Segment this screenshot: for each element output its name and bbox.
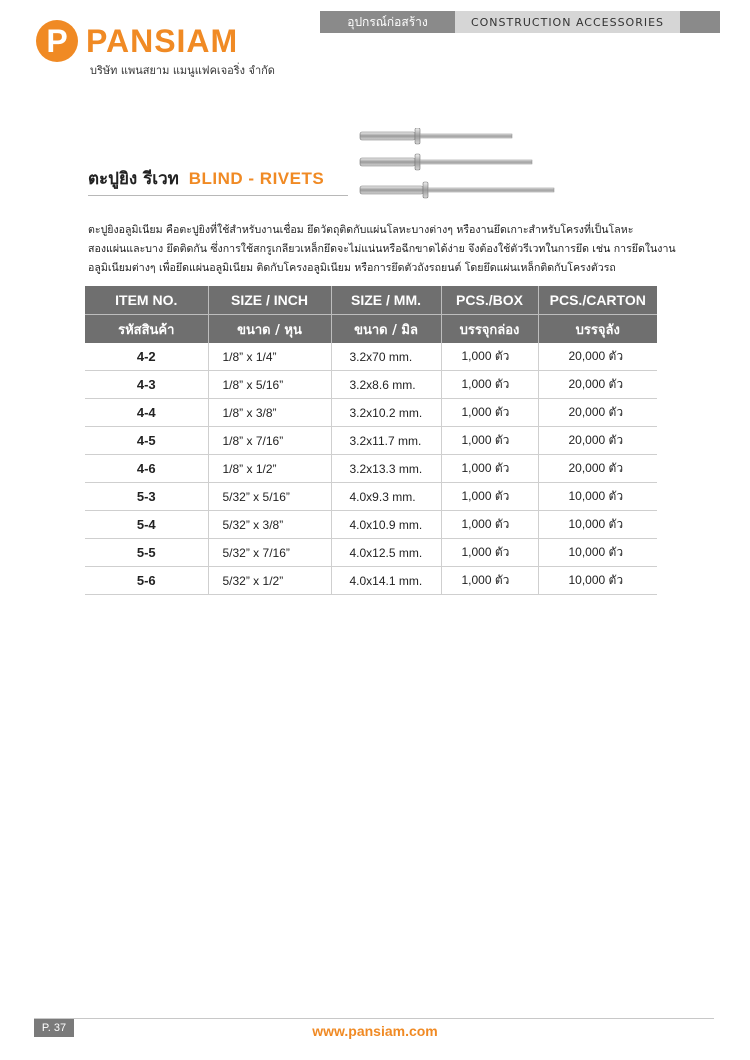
table-row [85, 399, 657, 427]
cell-pcs-carton: 10,000 ตัว [538, 539, 657, 567]
rivet-icon [360, 182, 554, 198]
table-row [85, 427, 657, 455]
column-header-size-mm: SIZE / MM. [331, 286, 441, 315]
table-row [85, 539, 657, 567]
description-line: อลูมิเนียมต่างๆ เพื่อยึดแผ่นอลูมิเนียม ติดกับโครงอลูมิเนียม หรือการยึดตัวถังรถยนต์ โดยยึดแผ่นเหล็กติดกับโครงตัวรถ [88, 262, 616, 274]
cell-pcs-box: 1,000 ตัว [441, 511, 538, 539]
cell-item: 4-6 [85, 455, 208, 483]
table-row [85, 567, 657, 595]
cell-pcs-carton: 20,000 ตัว [538, 427, 657, 455]
cell-item: 5-4 [85, 511, 208, 539]
title-english: BLIND - RIVETS [188, 169, 325, 188]
cell-size-mm: 3.2x11.7 mm. [331, 427, 441, 455]
cell-item: 5-3 [85, 483, 208, 511]
cell-size-inch: 5/32” x 3/8” [208, 511, 331, 539]
page-title [88, 165, 324, 192]
cell-size-mm: 4.0x14.1 mm. [331, 567, 441, 595]
cell-size-inch: 1/8” x 3/8” [208, 399, 331, 427]
cell-pcs-carton: 20,000 ตัว [538, 399, 657, 427]
title-divider [88, 195, 348, 196]
table-row [85, 511, 657, 539]
logo-mark-icon: P [36, 20, 78, 62]
cell-pcs-box: 1,000 ตัว [441, 399, 538, 427]
header-tab-end [680, 11, 720, 33]
product-description [88, 221, 688, 278]
table-row [85, 371, 657, 399]
website-url: www.pansiam.com [312, 1023, 438, 1039]
column-header-pcs-carton-thai: บรรจุลัง [538, 315, 657, 344]
cell-size-inch: 1/8” x 7/16” [208, 427, 331, 455]
cell-size-inch: 5/32” x 7/16” [208, 539, 331, 567]
cell-size-inch: 5/32” x 1/2” [208, 567, 331, 595]
cell-pcs-box: 1,000 ตัว [441, 455, 538, 483]
cell-pcs-box: 1,000 ตัว [441, 427, 538, 455]
cell-size-mm: 3.2x10.2 mm. [331, 399, 441, 427]
description-line: ตะปูยิงอลูมิเนียม คือตะปูยิงที่ใช้สำหรับงานเชื่อม ยึดวัตถุติดกับแผ่นโลหะบางต่างๆ หรืองานยึดเกาะสำหรับโครงที่เป็นโลหะ [88, 224, 634, 236]
cell-pcs-carton: 10,000 ตัว [538, 567, 657, 595]
cell-size-mm: 4.0x10.9 mm. [331, 511, 441, 539]
cell-size-inch: 1/8” x 1/4” [208, 343, 331, 371]
cell-pcs-box: 1,000 ตัว [441, 483, 538, 511]
cell-pcs-box: 1,000 ตัว [441, 343, 538, 371]
cell-pcs-carton: 20,000 ตัว [538, 371, 657, 399]
brand-name: PANSIAM [86, 22, 239, 59]
category-tab-english: CONSTRUCTION ACCESSORIES [455, 11, 680, 33]
footer-divider [34, 1018, 714, 1019]
cell-item: 5-5 [85, 539, 208, 567]
company-name-thai: บริษัท แพนสยาม แมนูแฟคเจอริ่ง จำกัด [90, 64, 275, 77]
column-header-size-mm-thai: ขนาด / มิล [331, 315, 441, 344]
column-header-pcs-box: PCS./BOX [441, 286, 538, 315]
cell-pcs-carton: 20,000 ตัว [538, 343, 657, 371]
cell-size-inch: 5/32” x 5/16” [208, 483, 331, 511]
cell-size-mm: 4.0x9.3 mm. [331, 483, 441, 511]
table-row [85, 483, 657, 511]
cell-size-mm: 3.2x8.6 mm. [331, 371, 441, 399]
column-header-pcs-box-thai: บรรจุกล่อง [441, 315, 538, 344]
specification-table [85, 286, 657, 595]
table-header-row-english [85, 286, 657, 315]
column-header-size-inch: SIZE / INCH [208, 286, 331, 315]
cell-item: 4-5 [85, 427, 208, 455]
cell-item: 4-3 [85, 371, 208, 399]
cell-pcs-carton: 10,000 ตัว [538, 483, 657, 511]
column-header-pcs-carton: PCS./CARTON [538, 286, 657, 315]
column-header-item-thai: รหัสสินค้า [85, 315, 208, 344]
description-line: สองแผ่นและบาง ยึดติดกัน ซึ่งการใช้สกรูเกลียวเหล็กยึดจะไม่แน่นหรือฉีกขาดได้ง่าย จึงต้องใช้ตัวรีเวทในการยึด เช่น การยึดในงาน [88, 243, 676, 255]
cell-pcs-box: 1,000 ตัว [441, 567, 538, 595]
cell-size-mm: 3.2x70 mm. [331, 343, 441, 371]
category-tab-thai: อุปกรณ์ก่อสร้าง [320, 11, 455, 33]
table-row [85, 455, 657, 483]
cell-size-mm: 4.0x12.5 mm. [331, 539, 441, 567]
table-row [85, 343, 657, 371]
page-number: P. 37 [34, 1019, 74, 1037]
cell-pcs-box: 1,000 ตัว [441, 539, 538, 567]
cell-item: 4-2 [85, 343, 208, 371]
brand-logo [36, 20, 238, 62]
title-thai: ตะปูยิง รีเวท [88, 169, 179, 189]
cell-pcs-carton: 10,000 ตัว [538, 511, 657, 539]
cell-pcs-carton: 20,000 ตัว [538, 455, 657, 483]
cell-item: 5-6 [85, 567, 208, 595]
cell-size-inch: 1/8” x 5/16” [208, 371, 331, 399]
column-header-item: ITEM NO. [85, 286, 208, 315]
rivet-icon [360, 128, 512, 144]
column-header-size-inch-thai: ขนาด / หุน [208, 315, 331, 344]
cell-pcs-box: 1,000 ตัว [441, 371, 538, 399]
cell-size-mm: 3.2x13.3 mm. [331, 455, 441, 483]
blind-rivets-image [358, 128, 558, 208]
cell-item: 4-4 [85, 399, 208, 427]
rivet-icon [360, 154, 532, 170]
cell-size-inch: 1/8” x 1/2” [208, 455, 331, 483]
table-header-row-thai [85, 315, 657, 344]
